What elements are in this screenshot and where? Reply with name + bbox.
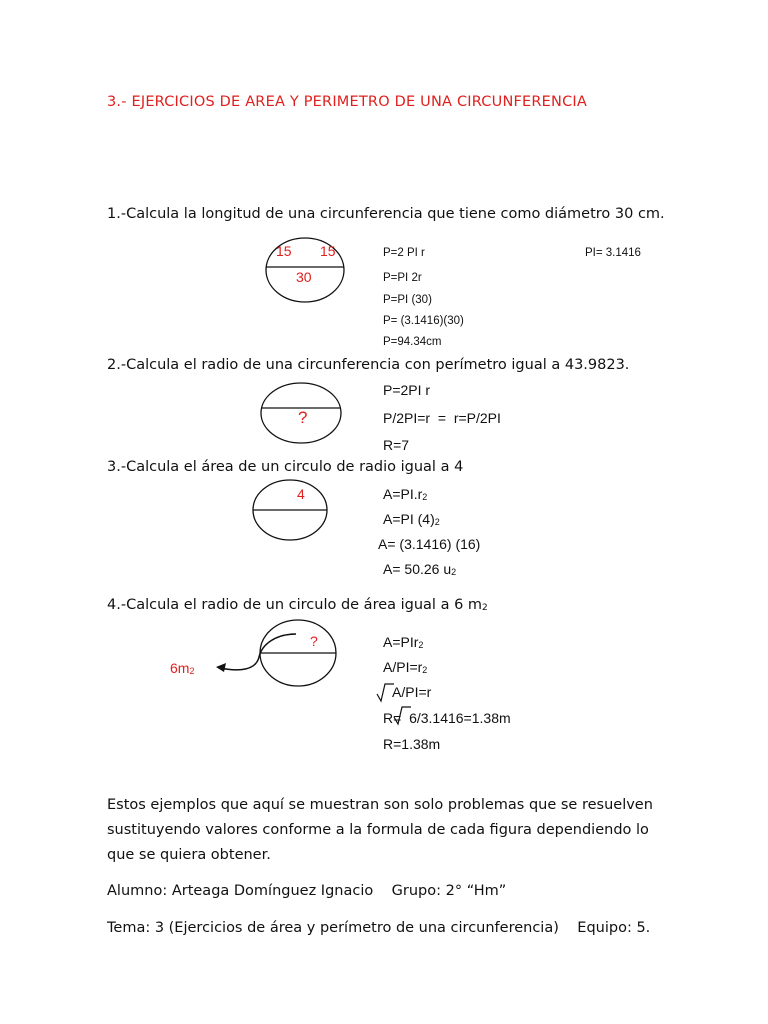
problem-2-step: P/2PI=r = r=P/2PI — [383, 410, 501, 426]
problem-4-step: R=1.38m — [383, 736, 441, 752]
problem-4-step: R= 6/3.1416=1.38m — [383, 710, 511, 726]
problem-3-radius-label: 4 — [297, 486, 305, 502]
topic-line: Tema: 3 (Ejercicios de área y perímetro de una circunferencia) Equipo: 5. — [107, 920, 651, 936]
problem-3-step: A=PI (4)2 — [383, 511, 440, 527]
problem-1-step: P=94.34cm — [383, 336, 442, 348]
problem-3-step: A= 50.26 u2 — [383, 561, 457, 577]
problem-3-step: A= (3.1416) (16) — [378, 536, 481, 552]
problem-3-question: 3.-Calcula el área de un circulo de radio igual a 4 — [107, 459, 464, 475]
problem-1-step: P= (3.1416)(30) — [383, 315, 464, 327]
student-line: Alumno: Arteaga Domínguez Ignacio Grupo: 2° “Hm” — [107, 883, 507, 899]
problem-4-step: A=PIr2 — [383, 634, 424, 650]
problem-4-question: 4.-Calcula el radio de un circulo de área igual a 6 m2 — [107, 597, 488, 613]
problem-3-circle-diagram — [250, 478, 335, 546]
problem-2-unknown-radius-label: ? — [298, 408, 308, 427]
problem-1-step: P=PI 2r — [383, 272, 422, 284]
problem-3-step: A=PI.r2 — [383, 486, 428, 502]
problem-1-pi-note: PI= 3.1416 — [585, 247, 641, 259]
problem-4-unknown-radius-label: ? — [310, 633, 318, 649]
problem-2-step: P=2PI r — [383, 382, 431, 398]
page-title: 3.- EJERCICIOS DE AREA Y PERIMETRO DE UNA CIRCUNFERENCIA — [107, 94, 587, 110]
problem-1-radius-left-label: 15 — [276, 243, 292, 259]
problem-4-step: A/PI=r2 — [383, 659, 428, 675]
problem-4-circle-diagram — [180, 618, 350, 693]
problem-1-step: P=2 PI r — [383, 247, 425, 259]
problem-1-question: 1.-Calcula la longitud de una circunferencia que tiene como diámetro 30 cm. — [107, 206, 665, 222]
problem-1-radius-right-label: 15 — [320, 243, 336, 259]
closing-paragraph: Estos ejemplos que aquí se muestran son solo problemas que se resuelven sustituyendo valores conforme a la formula de cada figura dependiendo lo que se quiera obtener. — [107, 797, 653, 863]
problem-2-step: R=7 — [383, 437, 410, 453]
problem-4-area-label: 6m2 — [170, 660, 195, 676]
problem-1-step: P=PI (30) — [383, 294, 432, 306]
problem-4-step: A/PI=r — [392, 684, 432, 700]
problem-2-question: 2.-Calcula el radio de una circunferencia con perímetro igual a 43.9823. — [107, 357, 630, 373]
problem-1-diameter-label: 30 — [296, 269, 312, 285]
